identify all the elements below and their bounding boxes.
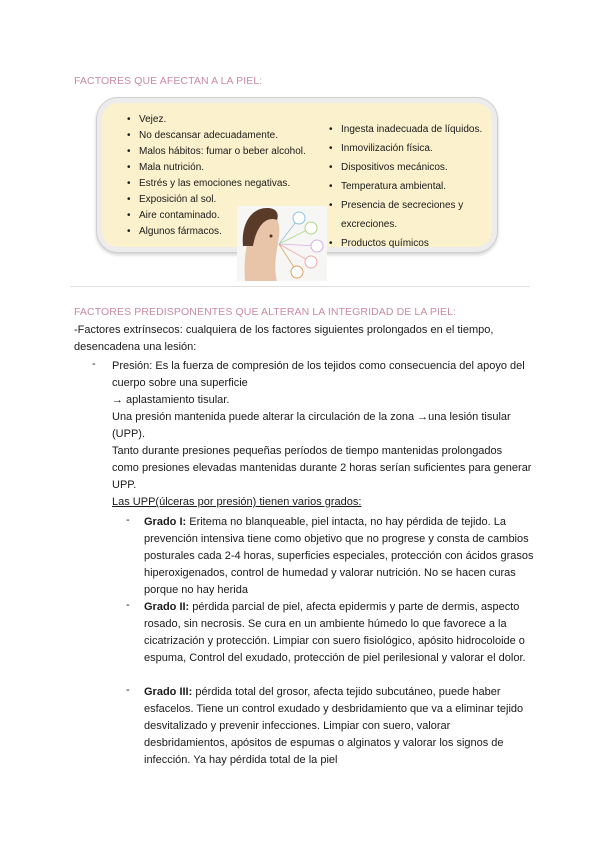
intro-paragraph: -Factores extrínsecos: cualquiera de los factores siguientes prolongados en el tiempo, desencadena una lesión: bbox=[74, 324, 494, 353]
section-divider bbox=[70, 286, 530, 287]
grade-text: pérdida total del grosor, afecta tejido subcutáneo, puede haber esfacelos. Tiene un control exudado y desbridamiento que va a eliminar tejido desvitalizado y prevenir infecciones. Limpiar con suero, valorar desbridamientos, apósitos de espumas o alginatos y valorar los signos de infección. Ya hay pérdida total de la piel bbox=[144, 686, 524, 766]
presion-paragraph: Presión: Es la fuerza de compresión de los tejidos como consecuencia del apoyo del cuerpo sobre una superficie bbox=[112, 360, 525, 389]
heading-factores-predisponentes: FACTORES PREDISPONENTES QUE ALTERAN LA INTEGRIDAD DE LA PIEL: bbox=[74, 306, 457, 318]
grade-1-paragraph bbox=[144, 514, 534, 599]
factors-box bbox=[96, 97, 498, 253]
grade-text: Eritema no blanqueable, piel intacta, no hay pérdida de tejido. La prevención intensiva tiene como objetivo que no progrese y consta de cambios posturales cada 2-4 horas, superficies especiales, protección con ácidos grasos hiperoxigenados, control de humedad y valorar nutrición. No se hacen curas porque no hay herida bbox=[144, 516, 534, 596]
factor-item: • Temperatura ambiental. bbox=[329, 177, 489, 196]
grade-title: Grado I: bbox=[144, 516, 187, 528]
factor-item: • Estrés y las emociones negativas. bbox=[127, 176, 327, 192]
list-dash: - bbox=[126, 514, 130, 526]
arrow-line: → aplastamiento tisular. bbox=[112, 394, 230, 406]
grade-text: pérdida parcial de piel, afecta epidermis y parte de dermis, aspecto rosado, sin necrosis. Se cura en un ambiente húmedo lo que favorece a la cicatrización y protección. Limpiar con suero fisiológico, apósito hidrocoloide o espuma, Control del exudado, protección de piel perilesional y valorar el dolor. bbox=[144, 601, 526, 664]
factor-item: • Dispositivos mecánicos. bbox=[329, 158, 489, 177]
grade-2-paragraph bbox=[144, 599, 534, 667]
grade-title: Grado II: bbox=[144, 601, 190, 613]
factor-item: • Exposición al sol. bbox=[127, 192, 327, 208]
factor-item: • Productos químicos bbox=[329, 234, 489, 253]
factor-item: • Mala nutrición. bbox=[127, 160, 327, 176]
list-dash: - bbox=[92, 358, 96, 370]
grade-3-paragraph bbox=[144, 684, 534, 769]
factor-item: • Vejez. bbox=[127, 112, 327, 128]
right-factor-list bbox=[329, 120, 489, 253]
factor-item: • Aire contaminado. bbox=[127, 208, 327, 224]
tanto-paragraph: Tanto durante presiones pequeñas períodos de tiempo mantenidas prolongados como presiones elevadas mantenidas durante 2 horas serían suficientes para generar UPP. bbox=[112, 445, 532, 491]
factor-item: • Algunos fármacos. bbox=[127, 224, 327, 240]
heading-factores-piel: FACTORES QUE AFECTAN A LA PIEL: bbox=[74, 75, 263, 87]
factor-item: • Ingesta inadecuada de líquidos. bbox=[329, 120, 489, 139]
factor-item: • Malos hábitos: fumar o beber alcohol. bbox=[127, 144, 327, 160]
factor-item: • No descansar adecuadamente. bbox=[127, 128, 327, 144]
list-dash: - bbox=[126, 684, 130, 696]
presion-mantenida-paragraph: Una presión mantenida puede alterar la circulación de la zona →una lesión tisular (UPP). bbox=[112, 411, 511, 440]
factor-item: • Presencia de secreciones y excreciones. bbox=[329, 196, 489, 234]
list-dash: - bbox=[126, 599, 130, 611]
grade-title: Grado III: bbox=[144, 686, 193, 698]
face-illustration bbox=[237, 206, 327, 281]
upp-heading: Las UPP(úlceras por presión) tienen varios grados: bbox=[112, 496, 362, 508]
factor-item: • Inmovilización física. bbox=[329, 139, 489, 158]
